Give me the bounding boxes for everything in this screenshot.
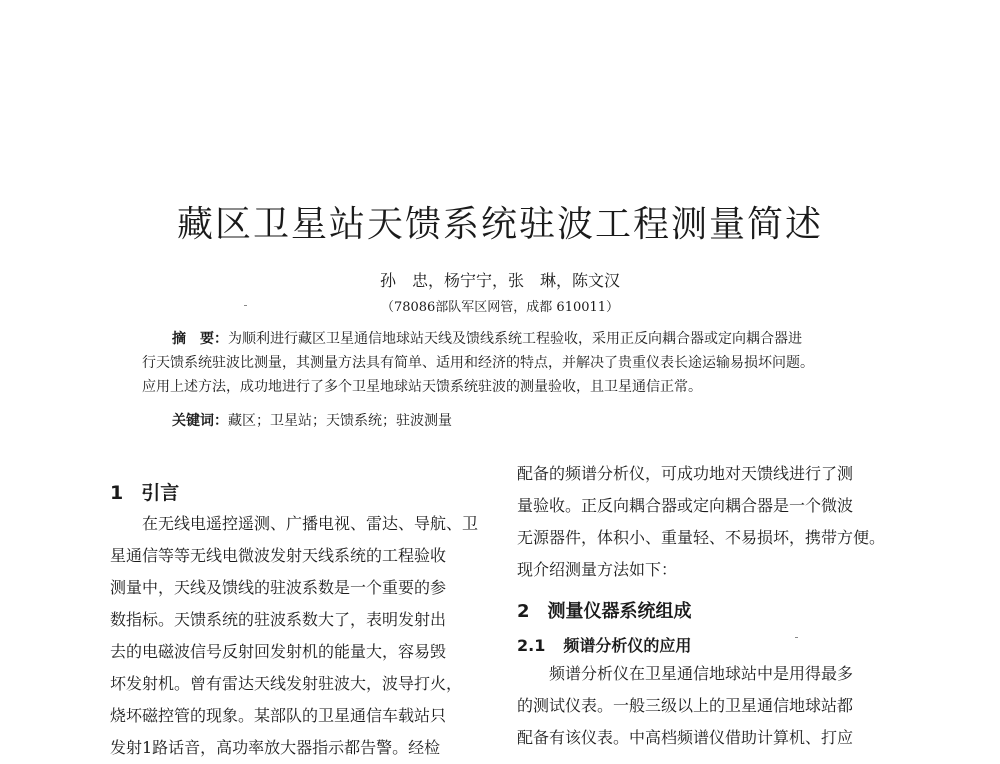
body-line: 现介绍测量方法如下： [517, 560, 678, 579]
abstract-label: 摘 要： [172, 331, 228, 347]
body-line: 在无线电遥控遥测、广播电视、雷达、导航、卫 [142, 514, 479, 533]
paper-title: 藏区卫星站天馈系统驻波工程测量简述 [176, 204, 823, 245]
body-line: 坏发射机。曾有雷达天线发射驻波大，波导打火， [110, 674, 463, 693]
body-line: 无源器件，体积小、重量轻、不易损坏，携带方便。 [517, 528, 886, 547]
body-line: 星通信等等无线电微波发射天线系统的工程验收 [110, 546, 447, 565]
abstract-line-3: 应用上述方法，成功地进行了多个卫星地球站天馈系统驻波的测量验收，且卫星通信正常。 [142, 379, 702, 395]
section-2-heading: 2 测量仪器系统组成 [517, 601, 692, 622]
body-line: 频谱分析仪在卫星通信地球站中是用得最多 [549, 664, 854, 683]
body-line: 去的电磁波信号反射回发射机的能量大，容易毁 [110, 642, 447, 661]
section-2-1-heading: 2.1 频谱分析仪的应用 [517, 636, 692, 655]
keywords [172, 410, 452, 430]
body-line: 测量中，天线及馈线的驻波系数是一个重要的参 [110, 578, 447, 597]
section-1-heading: 1 引言 [110, 482, 180, 504]
keywords-label: 关键词： [172, 413, 228, 429]
abstract-line-1: 摘 要：为顺利进行藏区卫星通信地球站天线及馈线系统工程验收，采用正反向耦合器或定向耦合器进 [172, 331, 802, 347]
author-list: 孙 忠，杨宁宁，张 琳，陈文汉 [379, 271, 620, 290]
body-line: 量验收。正反向耦合器或定向耦合器是一个微波 [517, 496, 854, 515]
body-line: 烧坏磁控管的现象。某部队的卫星通信车载站只 [110, 706, 447, 725]
body-line: 的测试仪表。一般三级以上的卫星通信地球站都 [517, 696, 854, 715]
body-line: 发射1路话音，高功率放大器指示都告警。经检 [110, 738, 441, 757]
left-column [110, 458, 490, 764]
affiliation: （78086部队军区网管，成都 610011） [380, 300, 620, 315]
right-column [517, 458, 890, 754]
body-line: 配备的频谱分析仪，可成功地对天馈线进行了测 [517, 464, 854, 483]
keywords-text: 藏区；卫星站；天馈系统；驻波测量 [228, 413, 452, 429]
body-line: 数指标。天馈系统的驻波系数大了，表明发射出 [110, 610, 447, 629]
abstract-line-2: 行天馈系统驻波比测量，其测量方法具有简单、适用和经济的特点，并解决了贵重仪表长途运输易损坏问题。 [142, 355, 814, 371]
scan-speck [244, 305, 247, 306]
body-line: 配备有该仪表。中高档频谱仪借助计算机、打应 [517, 728, 854, 747]
abstract [142, 327, 862, 399]
